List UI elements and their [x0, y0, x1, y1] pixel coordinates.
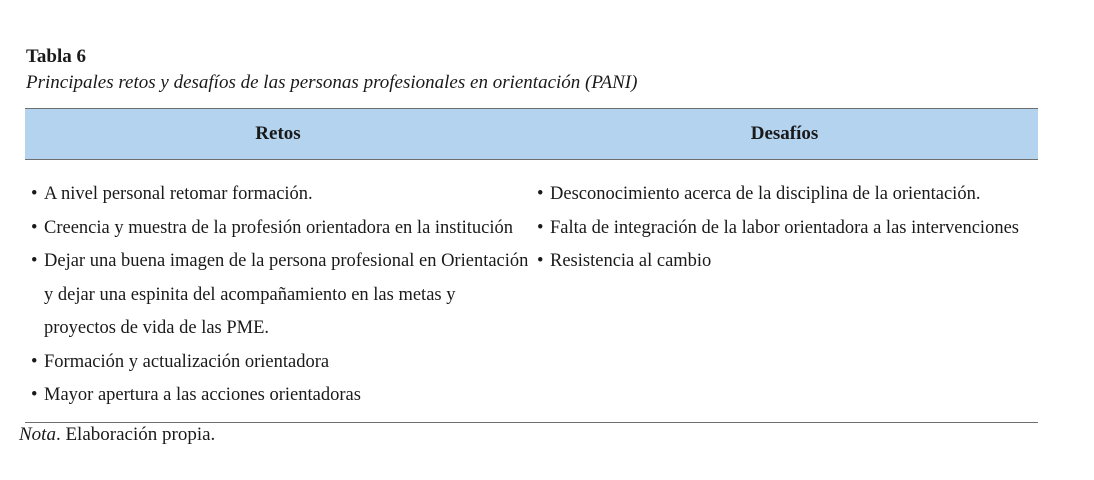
note-label: Nota	[19, 424, 56, 445]
list-item: • A nivel personal retomar formación.	[25, 178, 531, 212]
header-desafios: Desafíos	[531, 109, 1038, 160]
table-caption: Principales retos y desafíos de las personas profesionales en orientación (PANI)	[26, 72, 638, 93]
retos-list	[25, 178, 531, 413]
retos-desafios-table	[25, 108, 1038, 423]
desafios-cell	[531, 160, 1038, 423]
table-body-row	[25, 160, 1038, 423]
list-item: • Formación y actualización orientadora	[25, 346, 531, 380]
table-note	[19, 423, 215, 447]
desafios-list	[531, 178, 1038, 279]
list-item: • Resistencia al cambio	[531, 245, 1038, 279]
header-retos: Retos	[25, 109, 531, 160]
list-item: • Creencia y muestra de la profesión orientadora en la institución	[25, 212, 531, 246]
note-text: . Elaboración propia.	[55, 424, 216, 445]
list-item: • Dejar una buena imagen de la persona profesional en Orientación y dejar una espinita del acompañamiento en las metas y proyectos de vida de las PME.	[25, 245, 531, 346]
list-item: • Desconocimiento acerca de la disciplina de la orientación.	[531, 178, 1038, 212]
list-item: • Falta de integración de la labor orientadora a las intervenciones	[531, 212, 1038, 246]
retos-cell	[25, 160, 531, 423]
table-header-row	[25, 109, 1038, 160]
list-item: • Mayor apertura a las acciones orientadoras	[25, 379, 531, 413]
table-number: Tabla 6	[26, 46, 87, 67]
